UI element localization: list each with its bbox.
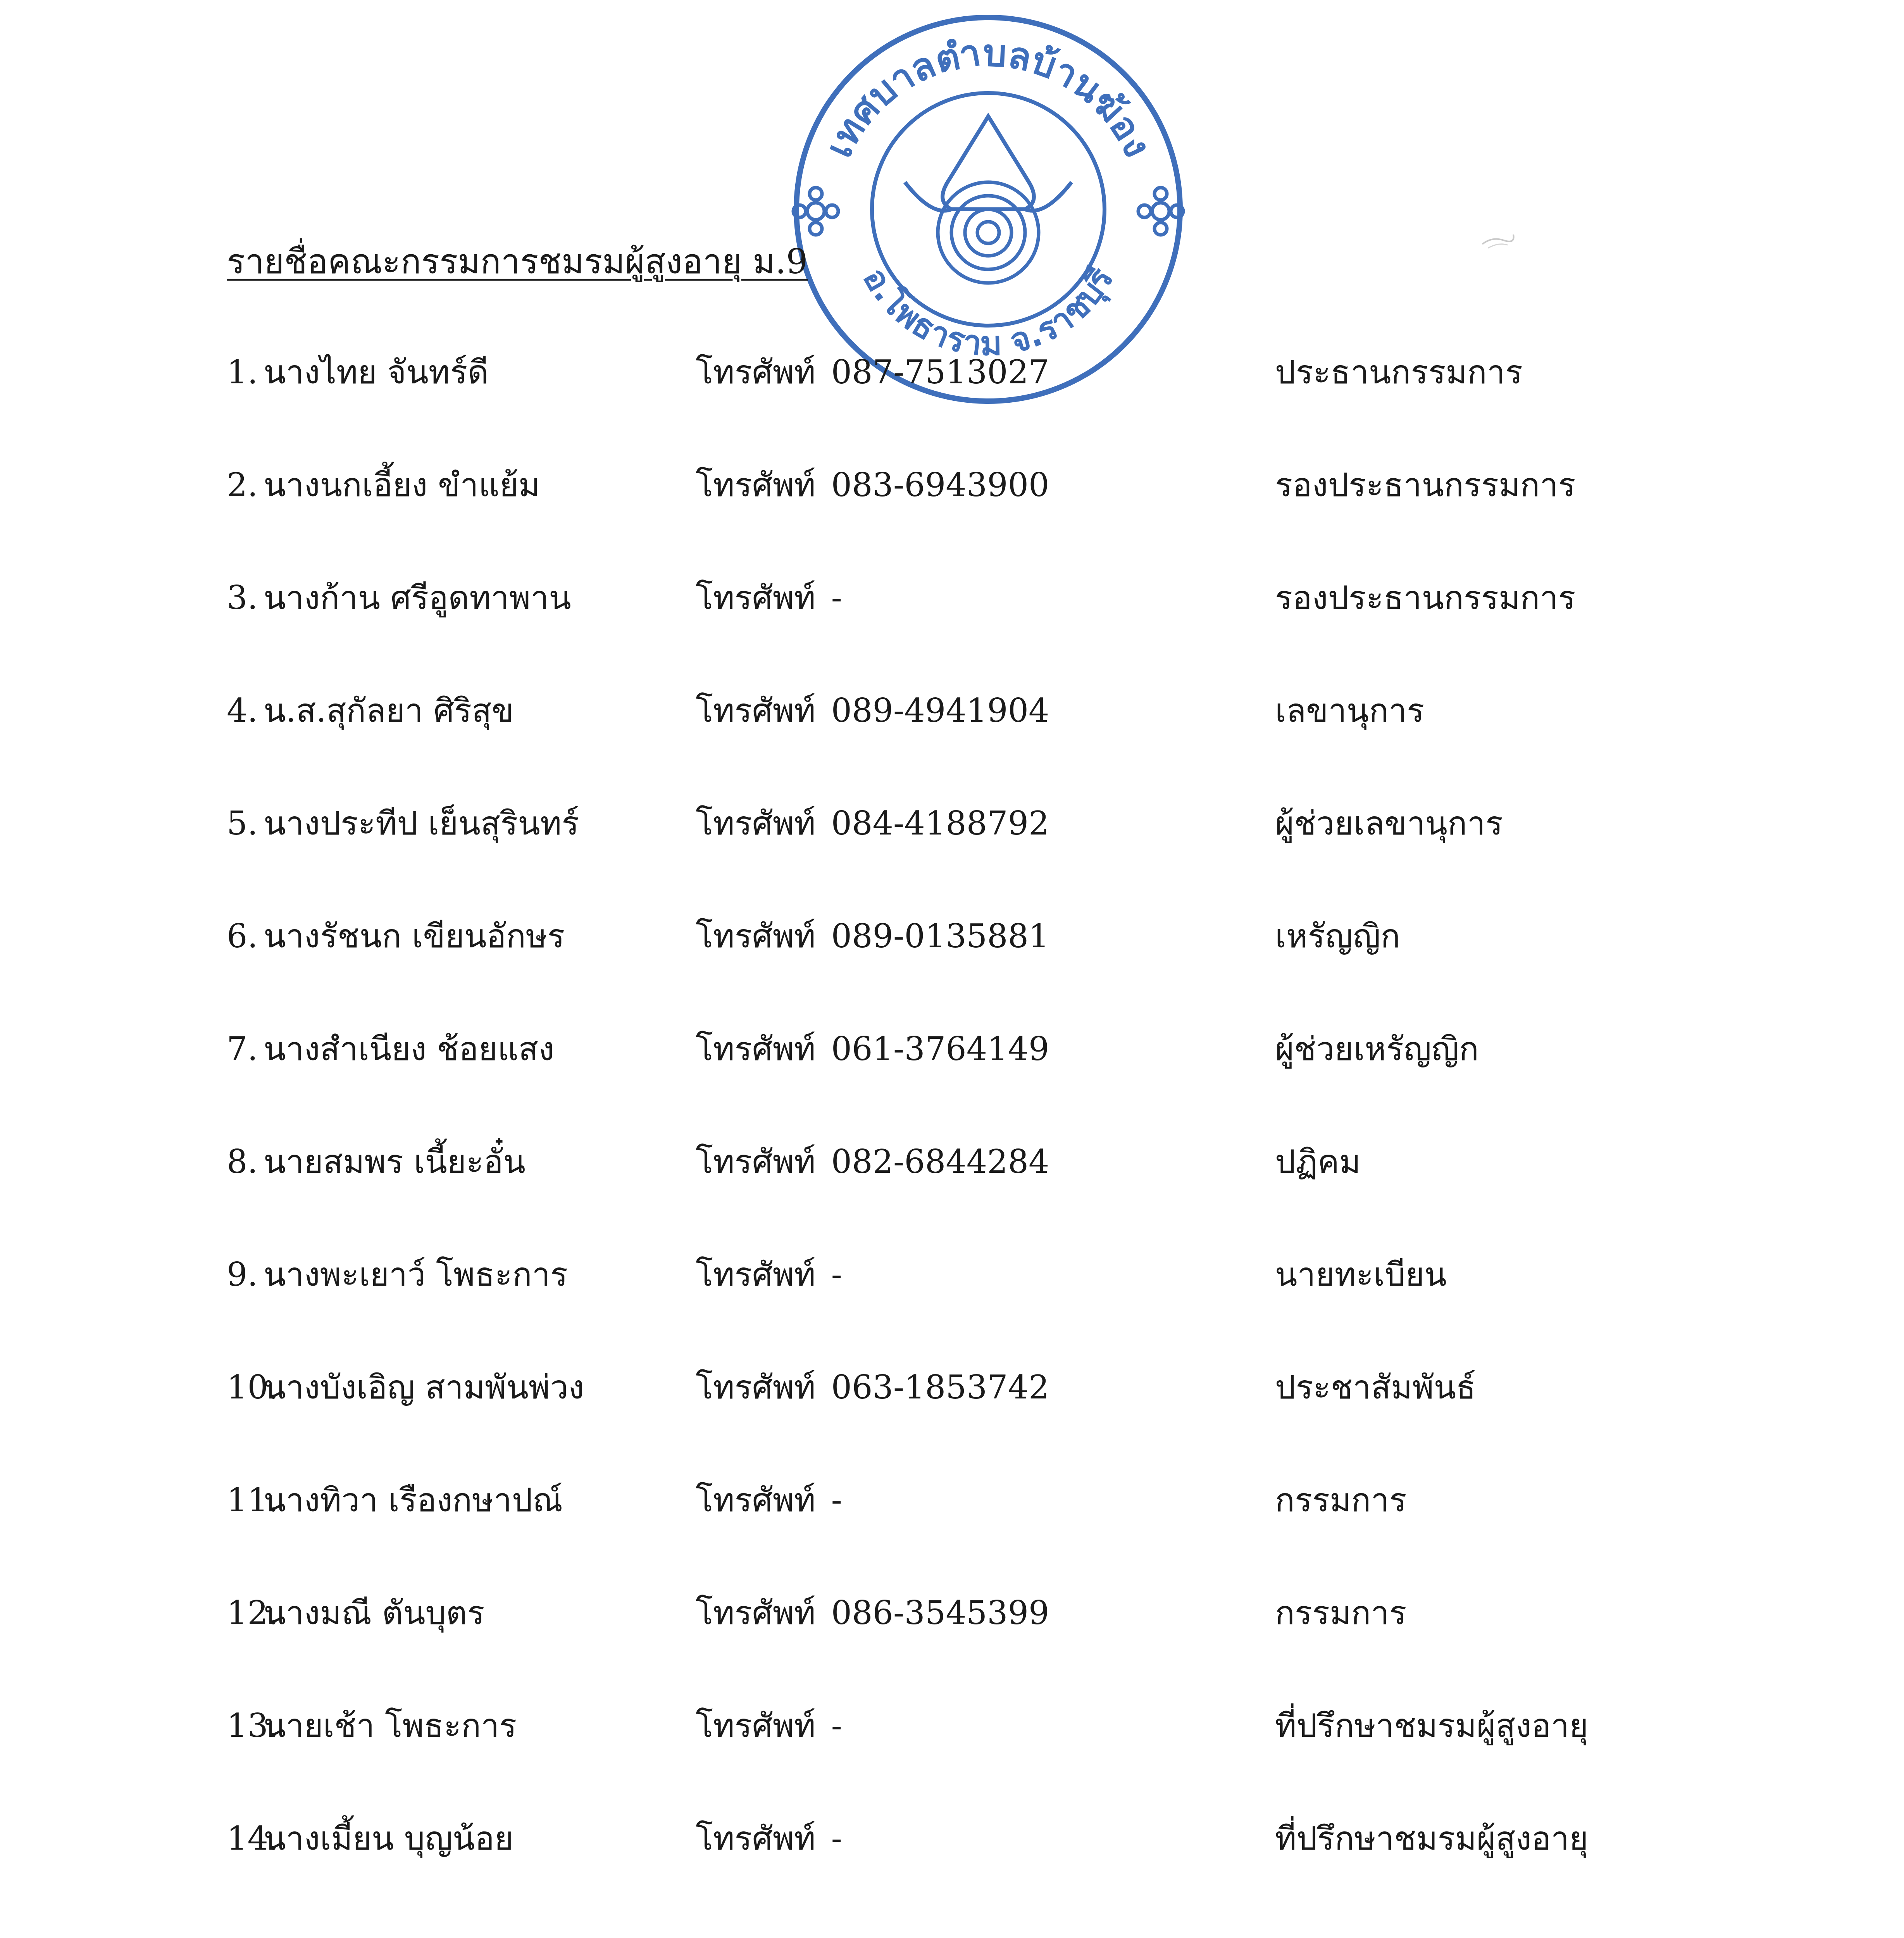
phone-number: 089-4941904 <box>831 691 1049 729</box>
member-name: นางประทีป เย็นสุรินทร์ <box>264 804 579 842</box>
phone-label: โทรศัพท์ <box>696 466 816 504</box>
phone-label: โทรศัพท์ <box>696 804 816 842</box>
member-role: นายทะเบียน <box>1275 1255 1447 1293</box>
member-name: น.ส.สุกัลยา ศิริสุข <box>264 691 514 729</box>
member-phone <box>696 1704 1238 1747</box>
member-role: เหรัญญิก <box>1275 917 1401 955</box>
phone-number: 087-7513027 <box>831 353 1049 391</box>
member-number: 5. <box>227 804 258 842</box>
member-role: กรรมการ <box>1275 1481 1407 1519</box>
list-item <box>0 1366 1904 1479</box>
svg-text:เทศบาลตำบลบ้านฆ้อง <box>817 31 1160 164</box>
phone-label: โทรศัพท์ <box>696 1594 816 1632</box>
phone-label: โทรศัพท์ <box>696 917 816 955</box>
seal-bottom-text: อ.โพธาราม จ.ราชบุรี <box>855 261 1121 364</box>
seal-top-text: เทศบาลตำบลบ้านฆ้อง <box>817 30 1160 164</box>
list-item <box>0 915 1904 1028</box>
member-list <box>0 351 1904 1930</box>
member-phone <box>696 689 1238 732</box>
member-number: 12. <box>227 1594 279 1632</box>
phone-label: โทรศัพท์ <box>696 1255 816 1293</box>
member-phone <box>696 576 1238 619</box>
member-phone <box>696 1817 1238 1860</box>
member-number: 11. <box>227 1481 279 1519</box>
member-role: ผู้ช่วยเหรัญญิก <box>1275 1030 1479 1068</box>
member-name: นางรัชนก เขียนอักษร <box>264 917 565 955</box>
member-role: รองประธานกรรมการ <box>1275 466 1576 504</box>
list-item <box>0 464 1904 576</box>
list-item <box>0 1591 1904 1704</box>
member-number: 7. <box>227 1030 258 1068</box>
phone-label: โทรศัพท์ <box>696 353 816 391</box>
member-number: 4. <box>227 691 258 729</box>
member-number: 8. <box>227 1143 258 1181</box>
member-name: นางพะเยาว์ โพธะการ <box>264 1255 568 1293</box>
member-role: เลขานุการ <box>1275 691 1425 729</box>
member-phone <box>696 1140 1238 1183</box>
phone-label: โทรศัพท์ <box>696 1368 816 1406</box>
list-item <box>0 1253 1904 1366</box>
member-name: นางไทย จันทร์ดี <box>264 353 489 391</box>
phone-number: 063-1853742 <box>831 1368 1049 1406</box>
member-name: นางก้าน ศรีอูดทาพาน <box>264 579 571 617</box>
phone-number: - <box>831 1481 843 1519</box>
member-phone <box>696 802 1238 845</box>
member-number: 14. <box>227 1819 279 1857</box>
phone-number: 061-3764149 <box>831 1030 1049 1068</box>
phone-number: 082-6844284 <box>831 1143 1049 1181</box>
phone-label: โทรศัพท์ <box>696 691 816 729</box>
member-role: ที่ปรึกษาชมรมผู้สูงอายุ <box>1275 1707 1589 1745</box>
list-item <box>0 576 1904 689</box>
member-phone <box>696 351 1238 393</box>
scan-speck <box>1480 229 1515 252</box>
member-name: นายเช้า โพธะการ <box>264 1707 517 1745</box>
list-item <box>0 351 1904 464</box>
list-item <box>0 802 1904 915</box>
list-item <box>0 1704 1904 1817</box>
member-number: 10. <box>227 1368 279 1406</box>
phone-number: - <box>831 579 843 617</box>
phone-label: โทรศัพท์ <box>696 1707 816 1745</box>
page-title: รายชื่อคณะกรรมการชมรมผู้สูงอายุ ม.9 <box>227 241 808 281</box>
phone-label: โทรศัพท์ <box>696 1143 816 1181</box>
member-role: ประชาสัมพันธ์ <box>1275 1368 1476 1406</box>
member-number: 3. <box>227 579 258 617</box>
member-phone <box>696 915 1238 957</box>
member-phone <box>696 464 1238 506</box>
member-name: นางสำเนียง ช้อยแสง <box>264 1030 555 1068</box>
member-name: นางเมี้ยน บุญน้อย <box>264 1819 514 1857</box>
phone-number: 086-3545399 <box>831 1594 1049 1632</box>
member-role: ประธานกรรมการ <box>1275 353 1523 391</box>
member-number: 2. <box>227 466 258 504</box>
list-item <box>0 1817 1904 1930</box>
member-phone <box>696 1591 1238 1634</box>
member-name: นางทิวา เรืองกษาปณ์ <box>264 1481 563 1519</box>
member-name: นางมณี ตันบุตร <box>264 1594 485 1632</box>
member-name: นางนกเอี้ยง ขำแย้ม <box>264 466 540 504</box>
member-number: 1. <box>227 353 258 391</box>
member-role: ปฏิคม <box>1275 1143 1361 1181</box>
member-phone <box>696 1366 1238 1409</box>
phone-label: โทรศัพท์ <box>696 1030 816 1068</box>
member-name: นายสมพร เนี้ยะอั๋น <box>264 1143 526 1181</box>
phone-number: 084-4188792 <box>831 804 1049 842</box>
member-number: 9. <box>227 1255 258 1293</box>
member-number: 13. <box>227 1707 279 1745</box>
list-item <box>0 689 1904 802</box>
member-phone <box>696 1028 1238 1070</box>
phone-label: โทรศัพท์ <box>696 1481 816 1519</box>
member-role: ที่ปรึกษาชมรมผู้สูงอายุ <box>1275 1819 1589 1857</box>
member-name: นางบังเอิญ สามพันพ่วง <box>264 1368 584 1406</box>
phone-label: โทรศัพท์ <box>696 1819 816 1857</box>
member-number: 6. <box>227 917 258 955</box>
list-item <box>0 1479 1904 1591</box>
phone-label: โทรศัพท์ <box>696 579 816 617</box>
list-item <box>0 1028 1904 1140</box>
member-role: รองประธานกรรมการ <box>1275 579 1576 617</box>
member-phone <box>696 1479 1238 1521</box>
phone-number: 089-0135881 <box>831 917 1049 955</box>
phone-number: - <box>831 1707 843 1745</box>
member-role: ผู้ช่วยเลขานุการ <box>1275 804 1503 842</box>
phone-number: 083-6943900 <box>831 466 1049 504</box>
phone-number: - <box>831 1255 843 1293</box>
svg-text:อ.โพธาราม จ.ราชบุรี <box>855 261 1121 364</box>
member-role: กรรมการ <box>1275 1594 1407 1632</box>
list-item <box>0 1140 1904 1253</box>
phone-number: - <box>831 1819 843 1857</box>
member-phone <box>696 1253 1238 1296</box>
